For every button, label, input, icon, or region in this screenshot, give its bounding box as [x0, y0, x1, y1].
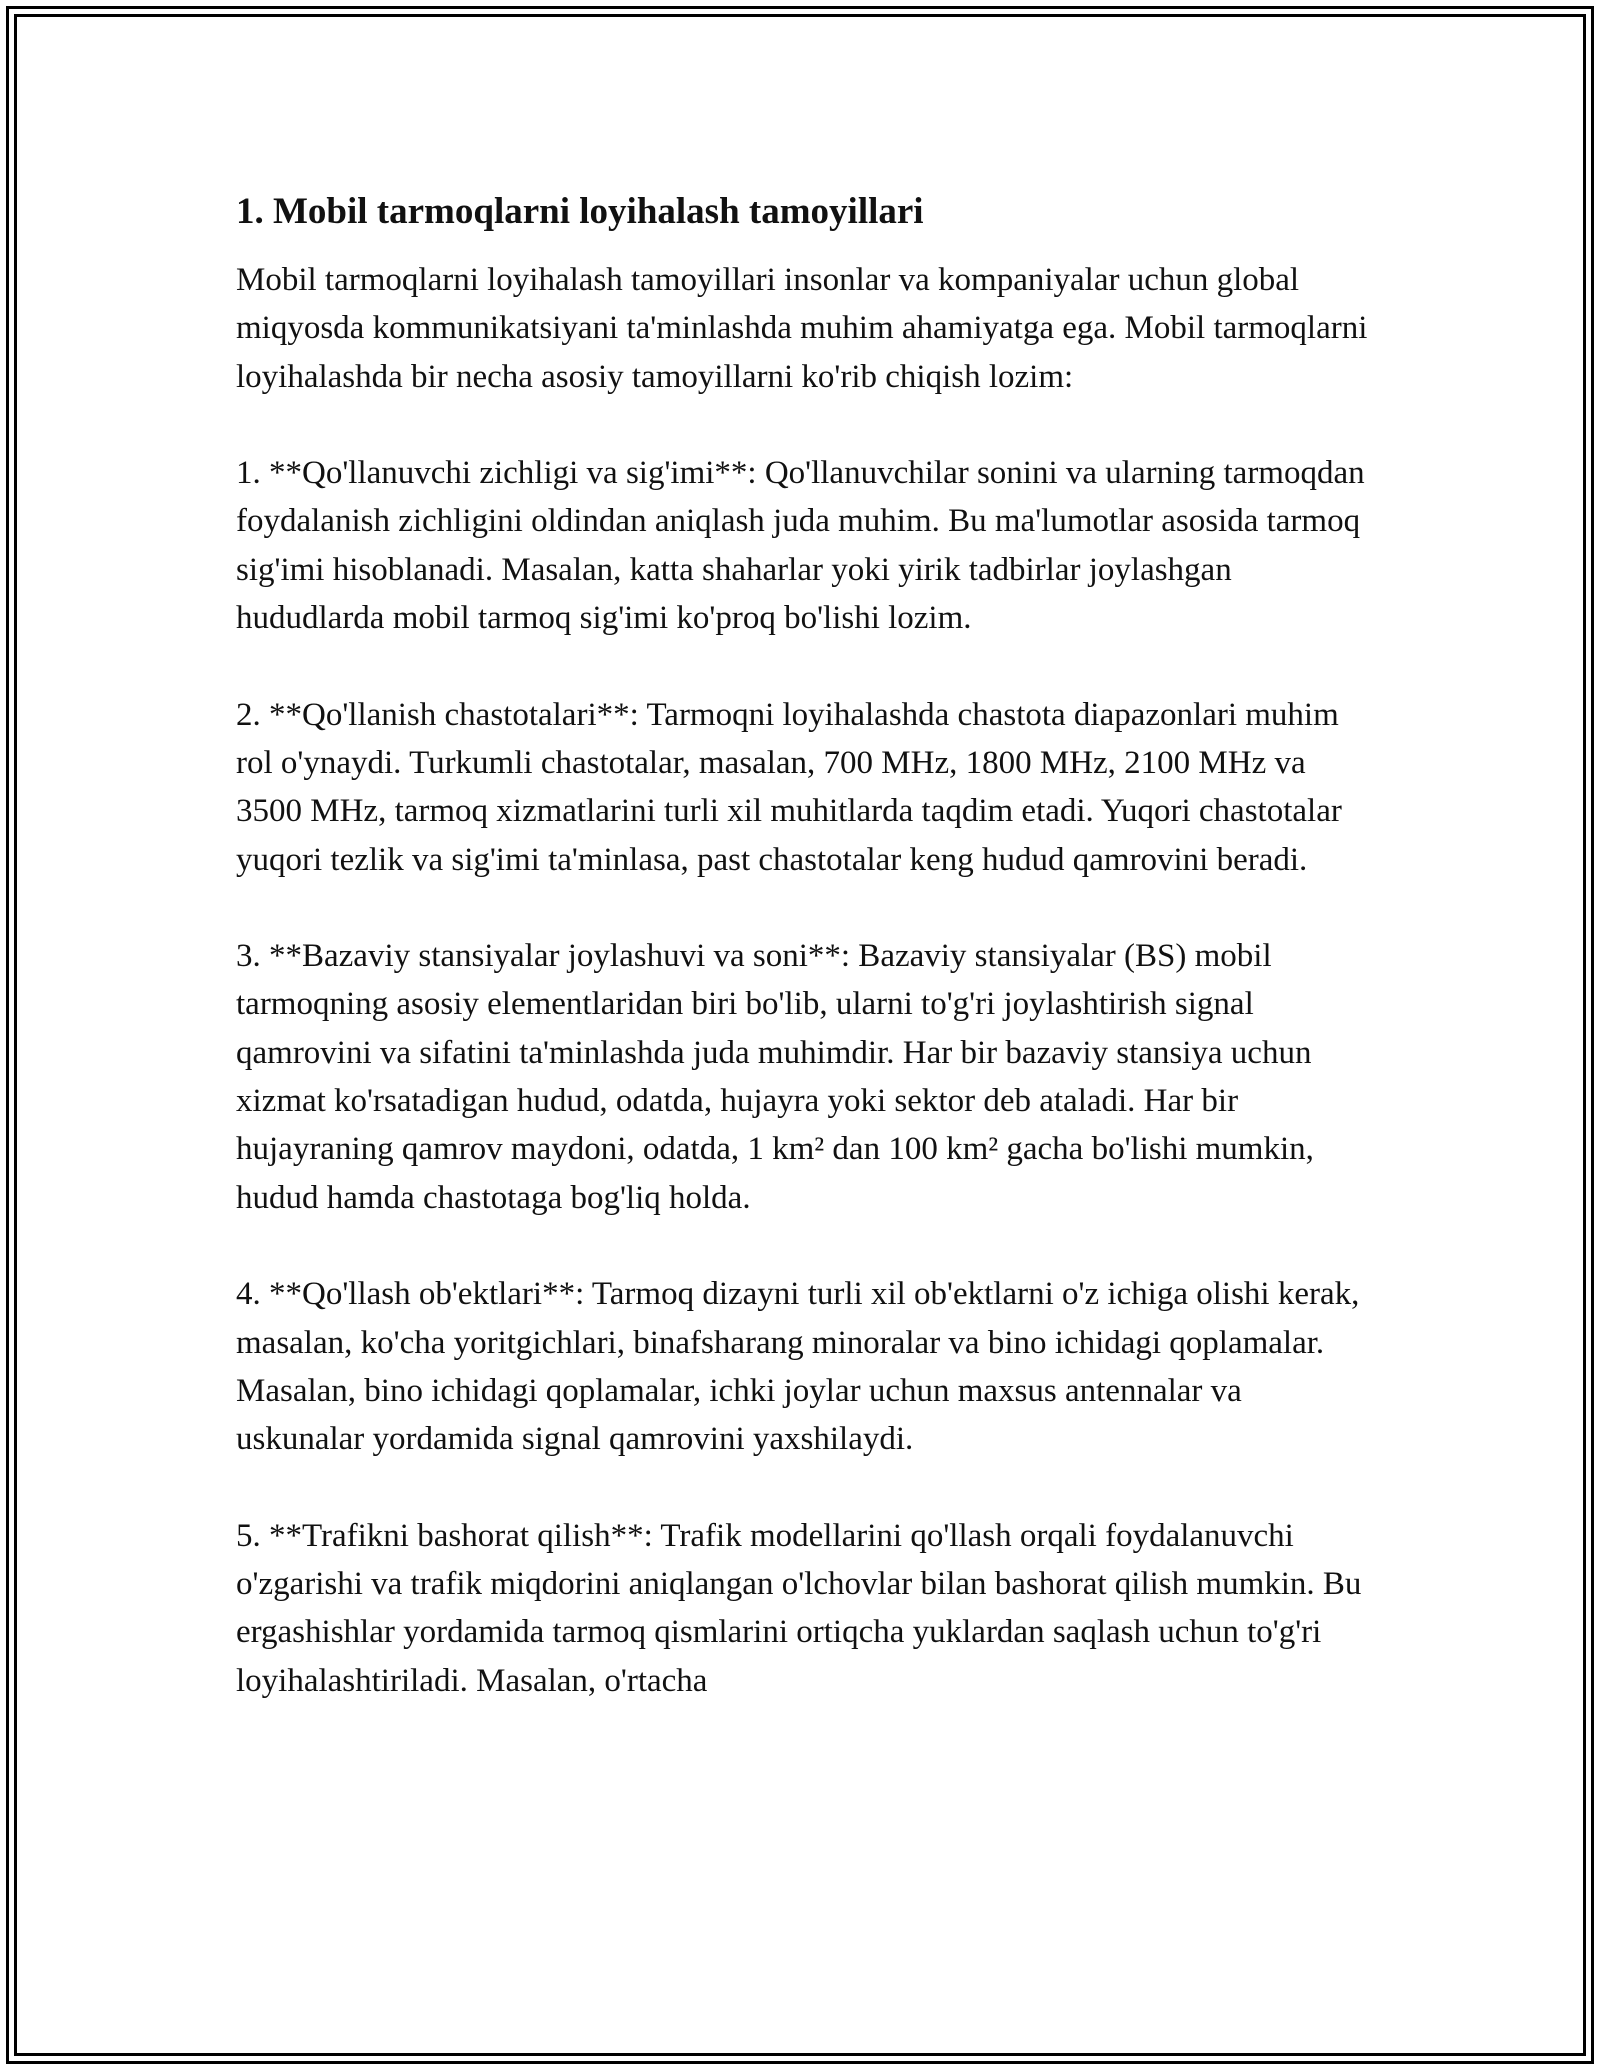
intro-paragraph: Mobil tarmoqlarni loyihalash tamoyillari insonlar va kompaniyalar uchun global miqyosda kommunikatsiyani ta'minlashda muhim ahamiyatga ega. Mobil tarmoqlarni loyihalashda bir necha asosiy tamoyillarni ko'rib chiqish lozim:	[236, 262, 1368, 395]
paragraph-traffic-forecast: 5. **Trafikni bashorat qilish**: Trafik modellarini qo'llash orqali foydalanuvchi o'zgarishi va trafik miqdorini aniqlangan o'lchovlar bilan bashorat qilish mumkin. Bu ergashishlar yordamida tarmoq qismlarini ortiqcha yuklardan saqlash uchun to'g'ri loyihalashtiriladi. Masalan, o'rtacha	[236, 1517, 1362, 1699]
paragraph-objects: 4. **Qo'llash ob'ektlari**: Tarmoq dizayni turli xil ob'ektlarni o'z ichiga olishi kerak, masalan, ko'cha yoritgichlari, binafsharang minoralar va bino ichidagi qoplamalar. Masalan, bino ichidagi qoplamalar, ichki joylar uchun maxsus antennalar va uskunalar yordamida signal qamrovini yaxshilaydi.	[236, 1276, 1360, 1458]
document-body	[236, 186, 1376, 1753]
paragraph-frequencies: 2. **Qo'llanish chastotalari**: Tarmoqni loyihalashda chastota diapazonlari muhim rol o'ynaydi. Turkumli chastotalar, masalan, 700 MHz, 1800 MHz, 2100 MHz va 3500 MHz, tarmoq xizmatlarini turli xil muhitlarda taqdim etadi. Yuqori chastotalar yuqori tezlik va sig'imi ta'minlasa, past chastotalar keng hudud qamrovini beradi.	[236, 696, 1342, 878]
section-heading: 1. Mobil tarmoqlarni loyihalash tamoyillari	[236, 191, 924, 232]
paragraph-base-stations: 3. **Bazaviy stansiyalar joylashuvi va soni**: Bazaviy stansiyalar (BS) mobil tarmoqning asosiy elementlaridan biri bo'lib, ularni to'g'ri joylashtirish signal qamrovini va sifatini ta'minlashda juda muhimdir. Har bir bazaviy stansiya uchun xizmat ko'rsatadigan hudud, odatda, hujayra yoki sektor deb ataladi. Har bir hujayraning qamrov maydoni, odatda, 1 km² dan 100 km² gacha bo'lishi mumkin, hudud hamda chastotaga bog'liq holda.	[236, 938, 1314, 1216]
paragraph-user-density: 1. **Qo'llanuvchi zichligi va sig'imi**: Qo'llanuvchilar sonini va ularning tarmoqdan foydalanish zichligini oldindan aniqlash juda muhim. Bu ma'lumotlar asosida tarmoq sig'imi hisoblanadi. Masalan, katta shaharlar yoki yirik tadbirlar joylashgan hududlarda mobil tarmoq sig'imi ko'proq bo'lishi lozim.	[236, 455, 1365, 637]
